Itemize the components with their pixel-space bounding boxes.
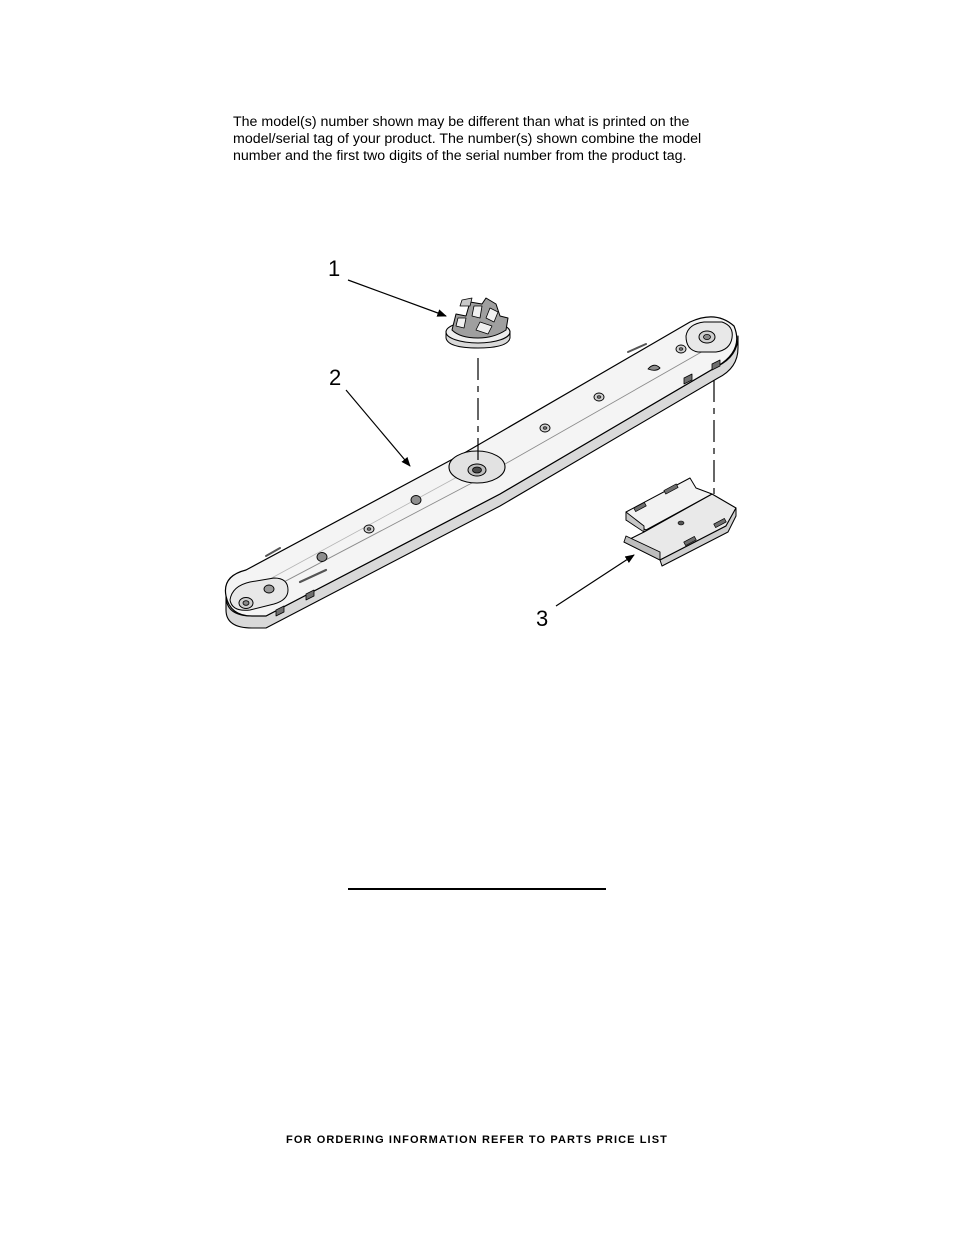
callout-3-leader (556, 555, 634, 606)
bracket-part (624, 478, 736, 566)
spray-arm-part (225, 317, 738, 628)
callout-2-leader (346, 390, 410, 466)
ordering-info-footer: FOR ORDERING INFORMATION REFER TO PARTS PRICE LIST (286, 1134, 668, 1146)
hub-nut-part (446, 298, 510, 348)
model-note-line-2: model/serial tag of your product. The number(s) shown combine the model (233, 131, 702, 147)
callout-number-2: 2 (329, 365, 342, 390)
callout-number-3: 3 (536, 606, 549, 631)
callout-1-leader (348, 280, 446, 316)
divider-line (348, 888, 606, 890)
callout-number-1: 1 (328, 256, 341, 281)
model-note-line-1: The model(s) number shown may be different than what is printed on the (233, 114, 690, 130)
model-note-line-3: number and the first two digits of the serial number from the product tag. (233, 148, 687, 164)
